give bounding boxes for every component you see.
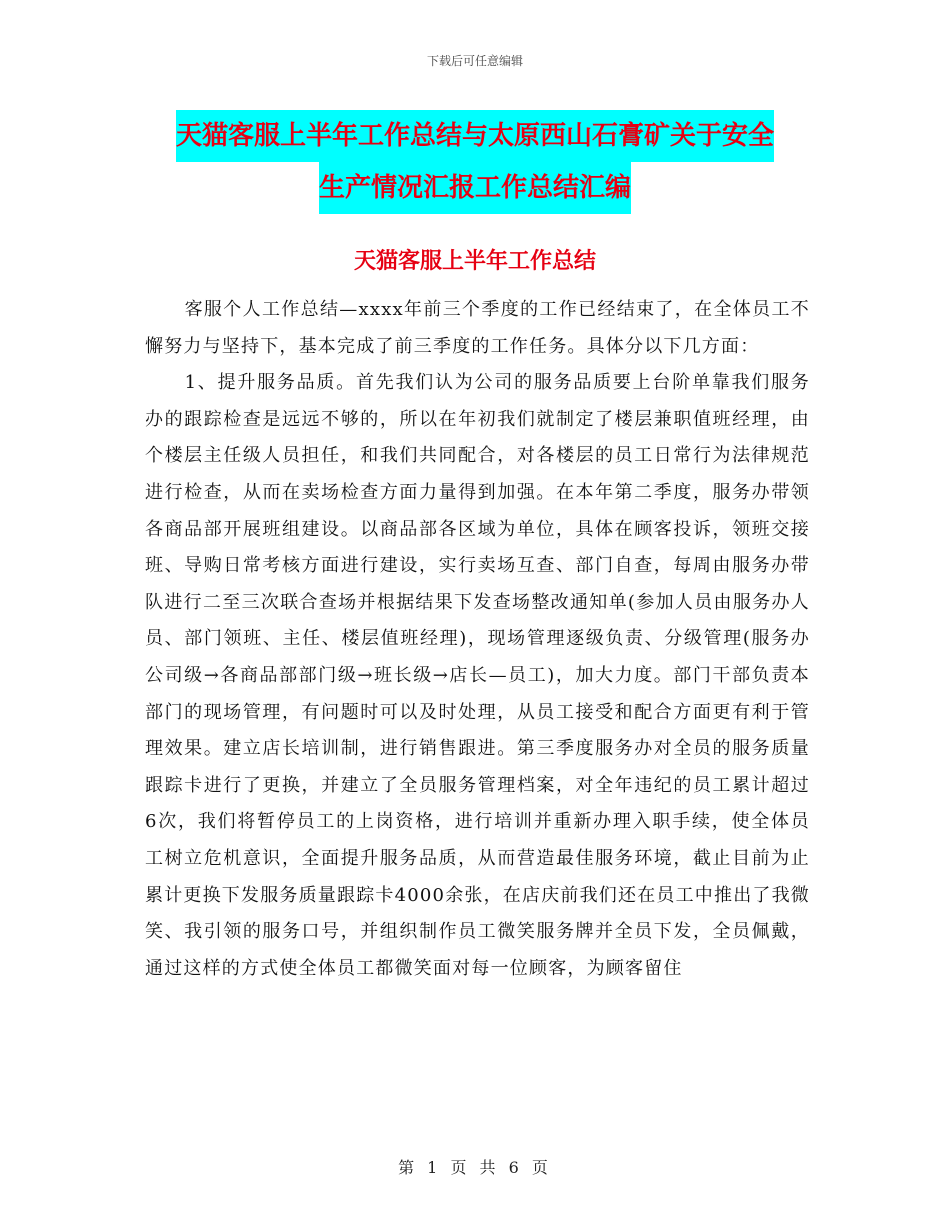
document-title	[0, 110, 950, 214]
body-paragraph-service-quality: 1、提升服务品质。首先我们认为公司的服务品质要上台阶单靠我们服务办的跟踪检查是远远不够的，所以在年初我们就制定了楼层兼职值班经理，由个楼层主任级人员担任，和我们共同配合，对各楼层的员工日常行为法律规范进行检查，从而在卖场检查方面力量得到加强。在本年第二季度，服务办带领各商品部开展班组建设。以商品部各区域为单位，具体在顾客投诉，领班交接班、导购日常考核方面进行建设，实行卖场互查、部门自查，每周由服务办带队进行二至三次联合查场并根据结果下发查场整改通知单(参加人员由服务办人员、部门领班、主任、楼层值班经理)，现场管理逐级负责、分级管理(服务办公司级→各商品部部门级→班长级→店长—员工)，加大力度。部门干部负责本部门的现场管理，有问题时可以及时处理，从员工接受和配合方面更有利于管理效果。建立店长培训制，进行销售跟进。第三季度服务办对全员的服务质量跟踪卡进行了更换，并建立了全员服务管理档案，对全年违纪的员工累计超过6次，我们将暂停员工的上岗资格，进行培训并重新办理入职手续，使全体员工树立危机意识，全面提升服务品质，从而营造最佳服务环境，截止目前为止累计更换下发服务质量跟踪卡4000余张，在店庆前我们还在员工中推出了我微笑、我引领的服务口号，并组织制作员工微笑服务牌并全员下发，全员佩戴，通过这样的方式使全体员工都微笑面对每一位顾客，为顾客留住	[145, 372, 811, 979]
section-title: 天猫客服上半年工作总结	[353, 249, 596, 274]
page-number-footer: 第 1 页 共 6 页	[398, 1158, 552, 1177]
page-header-note: 下载后可任意编辑	[426, 54, 523, 68]
body-paragraph-intro: 客服个人工作总结—xxxx年前三个季度的工作已经结束了，在全体员工不懈努力与坚持下，基本完成了前三季度的工作任务。具体分以下几方面：	[145, 299, 810, 357]
document-title-line-1: 天猫客服上半年工作总结与太原西山石膏矿关于安全	[176, 110, 774, 162]
document-title-line-2: 生产情况汇报工作总结汇编	[319, 162, 631, 214]
document-body	[145, 292, 810, 987]
